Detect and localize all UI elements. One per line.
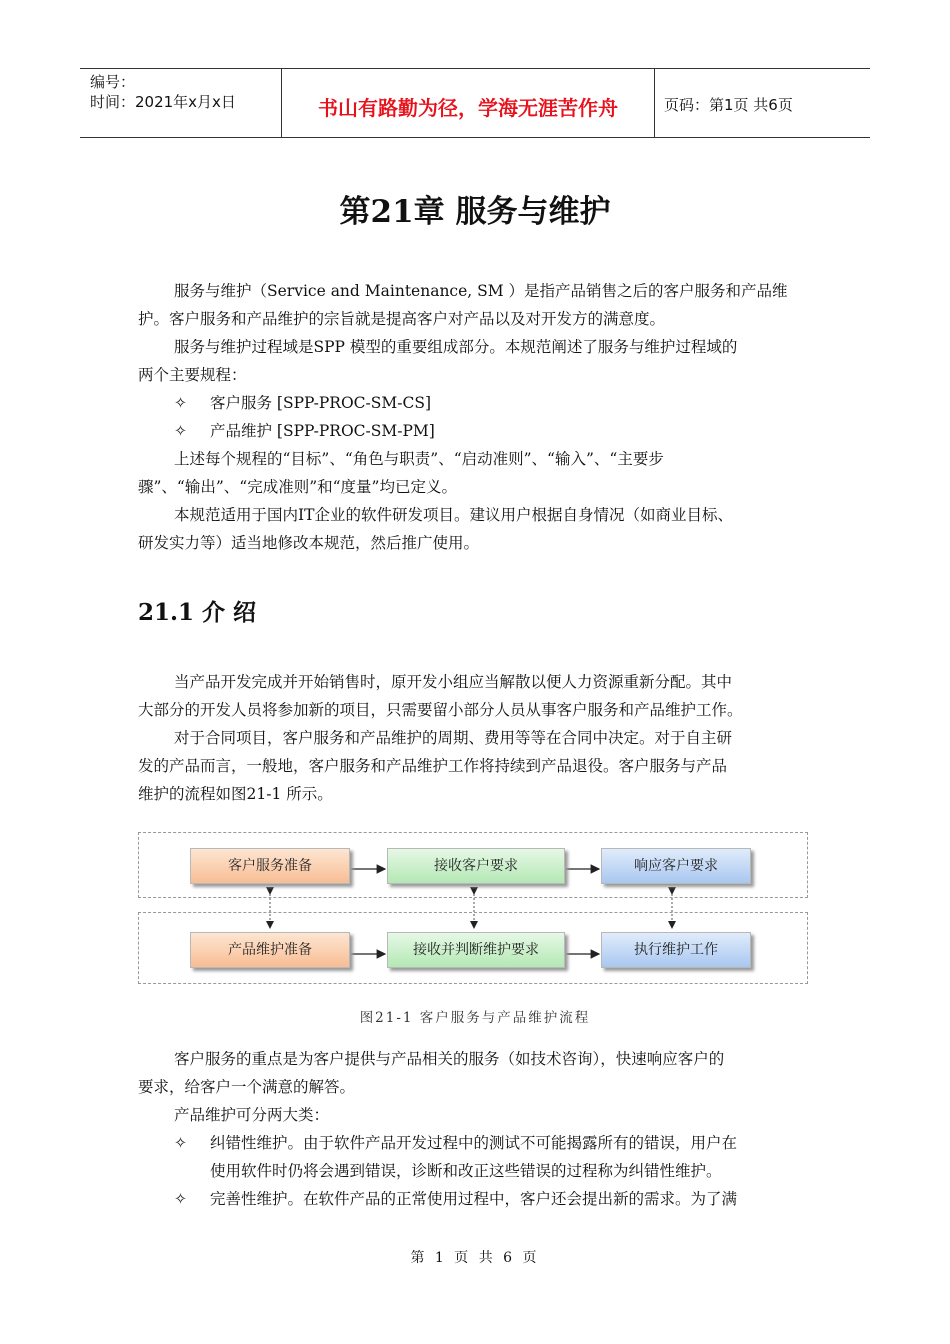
page-footer: 第 1 页 共 6 页 [410,1250,540,1266]
chapter-title: 第21章 服务与维护 [339,194,611,230]
flow-diagram [138,832,808,984]
figure-caption: 图21-1 客户服务与产品维护流程 [359,1010,591,1026]
doc-time-label: 时间：2021年x月x日 [90,93,236,111]
node-receive-customer-request: 接收客户要求 [387,848,565,884]
list-item: ✧ 产品维护 [SPP-PROC-SM-PM] [174,417,435,445]
diamond-bullet-icon: ✧ [174,422,187,440]
header-slogan: 书山有路勤为径，学海无涯苦作舟 [318,96,618,120]
header-divider [654,69,655,137]
intro-paragraph: 上述每个规程的“目标”、“角色与职责”、“启动准则”、“输入”、“主要步 骤”、“输出”、“完成准则”和“度量”均已定义。 [138,450,664,496]
diamond-bullet-icon: ✧ [174,394,187,412]
list-item: ✧ 客户服务 [SPP-PROC-SM-CS] [174,389,431,417]
section-paragraph: 当产品开发完成并开始销售时，原开发小组应当解散以便人力资源重新分配。其中 大部分的开发人员将参加新的项目，只需要留小部分人员从事客户服务和产品维护工作。 [138,673,743,719]
node-execute-maintenance: 执行维护工作 [601,932,751,968]
section-paragraph: 对于合同项目，客户服务和产品维护的周期、费用等等在合同中决定。对于自主研 发的产品而言，一般地，客户服务和产品维护工作将持续到产品退役。客户服务与产品 维护的流程如图21-1 所示。 [138,729,733,803]
node-receive-judge-maintenance: 接收并判断维护要求 [387,932,565,968]
intro-paragraph: 本规范适用于国内IT企业的软件研发项目。建议用户根据自身情况（如商业目标、 研发实力等）适当地修改本规范，然后推广使用。 [138,506,733,552]
body-paragraph: 产品维护可分两大类： [174,1106,330,1124]
node-product-maintenance-prep: 产品维护准备 [190,932,350,968]
doc-number-label: 编号： [90,73,136,91]
diamond-bullet-icon: ✧ [174,1134,187,1152]
header-page-info: 页码：第1页 共6页 [664,96,793,114]
list-item: ✧ 完善性维护。在软件产品的正常使用过程中，客户还会提出新的需求。为了满 [174,1185,824,1213]
list-item: ✧ 纠错性维护。由于软件产品开发过程中的测试不可能揭露所有的错误，用户在 使用软件时仍将会遇到错误，诊断和改正这些错误的过程称为纠错性维护。 [174,1129,824,1185]
section-heading: 21.1 介 绍 [138,599,257,626]
diamond-bullet-icon: ✧ [174,1190,187,1208]
body-paragraph: 客户服务的重点是为客户提供与产品相关的服务（如技术咨询），快速响应客户的 要求，给客户一个满意的解答。 [138,1050,725,1096]
intro-paragraph: 服务与维护过程域是SPP 模型的重要组成部分。本规范阐述了服务与维护过程域的 两个主要规程： [138,338,738,384]
node-customer-service-prep: 客户服务准备 [190,848,350,884]
intro-paragraph: 服务与维护（Service and Maintenance, SM ）是指产品销售之后的客户服务和产品维 护。客户服务和产品维护的宗旨就是提高客户对产品以及对开发方的满意度。 [138,282,788,328]
node-respond-customer-request: 响应客户要求 [601,848,751,884]
